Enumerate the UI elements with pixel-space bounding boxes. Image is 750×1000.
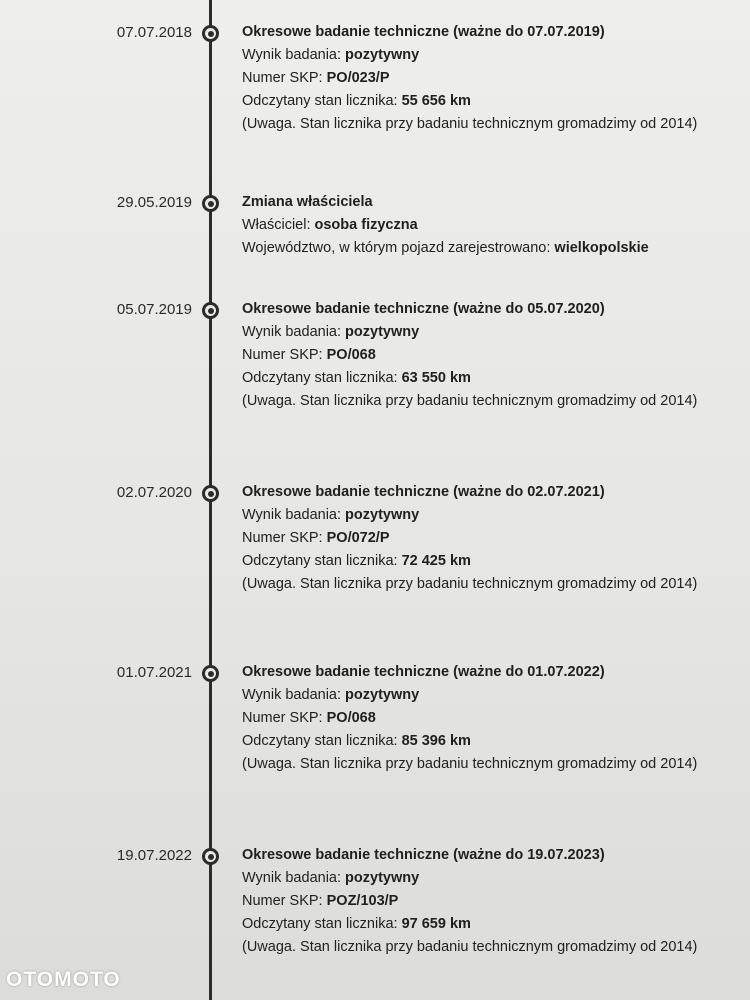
- entry-title: Okresowe badanie techniczne (ważne do 07.07.2019): [242, 24, 605, 40]
- odometer-value: 55 656 km: [401, 93, 471, 109]
- result-label: Wynik badania:: [242, 687, 342, 703]
- entry-content: [242, 24, 712, 136]
- skp-label: Numer SKP:: [242, 893, 323, 909]
- odometer-label: Odczytany stan licznika:: [242, 733, 398, 749]
- owner-line: [242, 214, 712, 237]
- odometer-note: (Uwaga. Stan licznika przy badaniu technicznym gromadzimy od 2014): [242, 756, 698, 772]
- result-value: pozytywny: [345, 47, 420, 63]
- skp-label: Numer SKP:: [242, 347, 323, 363]
- entry-title: Okresowe badanie techniczne (ważne do 05.07.2020): [242, 301, 605, 317]
- entry-date: 19.07.2022: [116, 847, 192, 864]
- skp-value: PO/068: [326, 710, 376, 726]
- entry-title: Okresowe badanie techniczne (ważne do 01.07.2022): [242, 664, 605, 680]
- timeline-dot-icon: [202, 25, 219, 42]
- result-label: Wynik badania:: [242, 47, 342, 63]
- result-value: pozytywny: [345, 870, 420, 886]
- skp-label: Numer SKP:: [242, 710, 323, 726]
- odometer-value: 85 396 km: [401, 733, 471, 749]
- owner-value: osoba fizyczna: [314, 217, 418, 233]
- entry-date: 01.07.2021: [116, 664, 192, 681]
- skp-value: POZ/103/P: [326, 893, 399, 909]
- timeline-dot-icon: [202, 485, 219, 502]
- entry-title: Zmiana właściciela: [242, 194, 373, 210]
- result-line: [242, 684, 712, 707]
- odometer-line: [242, 730, 712, 753]
- odometer-value: 97 659 km: [401, 916, 471, 932]
- entry-content: [242, 484, 712, 596]
- odometer-value: 63 550 km: [401, 370, 471, 386]
- skp-value: PO/072/P: [326, 530, 390, 546]
- skp-value: PO/068: [326, 347, 376, 363]
- entry-date: 05.07.2019: [116, 301, 192, 318]
- entry-date: 07.07.2018: [116, 24, 192, 41]
- region-label: Województwo, w którym pojazd zarejestrowano:: [242, 240, 551, 256]
- odometer-line: [242, 913, 712, 936]
- timeline-dot-icon: [202, 665, 219, 682]
- skp-label: Numer SKP:: [242, 530, 323, 546]
- result-label: Wynik badania:: [242, 507, 342, 523]
- odometer-label: Odczytany stan licznika:: [242, 916, 398, 932]
- owner-label: Właściciel:: [242, 217, 311, 233]
- odometer-line: [242, 550, 712, 573]
- timeline-dot-icon: [202, 848, 219, 865]
- entry-title: Okresowe badanie techniczne (ważne do 02.07.2021): [242, 484, 605, 500]
- odometer-line: [242, 367, 712, 390]
- timeline-dot-icon: [202, 302, 219, 319]
- entry-content: [242, 301, 712, 413]
- entry-content: [242, 194, 712, 260]
- entry-date: 29.05.2019: [116, 194, 192, 211]
- region-line: [242, 237, 712, 260]
- result-line: [242, 504, 712, 527]
- odometer-note: (Uwaga. Stan licznika przy badaniu technicznym gromadzimy od 2014): [242, 116, 698, 132]
- odometer-note: (Uwaga. Stan licznika przy badaniu technicznym gromadzimy od 2014): [242, 393, 698, 409]
- entry-title: Okresowe badanie techniczne (ważne do 19.07.2023): [242, 847, 605, 863]
- result-value: pozytywny: [345, 687, 420, 703]
- skp-label: Numer SKP:: [242, 70, 323, 86]
- skp-line: [242, 707, 712, 730]
- skp-line: [242, 344, 712, 367]
- result-line: [242, 321, 712, 344]
- odometer-label: Odczytany stan licznika:: [242, 370, 398, 386]
- result-line: [242, 867, 712, 890]
- odometer-value: 72 425 km: [401, 553, 471, 569]
- skp-value: PO/023/P: [326, 70, 390, 86]
- skp-line: [242, 527, 712, 550]
- odometer-label: Odczytany stan licznika:: [242, 93, 398, 109]
- odometer-note: (Uwaga. Stan licznika przy badaniu technicznym gromadzimy od 2014): [242, 939, 698, 955]
- skp-line: [242, 890, 712, 913]
- result-label: Wynik badania:: [242, 870, 342, 886]
- result-value: pozytywny: [345, 324, 420, 340]
- odometer-note: (Uwaga. Stan licznika przy badaniu technicznym gromadzimy od 2014): [242, 576, 698, 592]
- odometer-label: Odczytany stan licznika:: [242, 553, 398, 569]
- entry-content: [242, 847, 712, 959]
- skp-line: [242, 67, 712, 90]
- timeline-dot-icon: [202, 195, 219, 212]
- result-label: Wynik badania:: [242, 324, 342, 340]
- result-line: [242, 44, 712, 67]
- entry-date: 02.07.2020: [116, 484, 192, 501]
- odometer-line: [242, 90, 712, 113]
- region-value: wielkopolskie: [554, 240, 649, 256]
- otomoto-watermark: OTOMOTO: [6, 968, 121, 991]
- entry-content: [242, 664, 712, 776]
- result-value: pozytywny: [345, 507, 420, 523]
